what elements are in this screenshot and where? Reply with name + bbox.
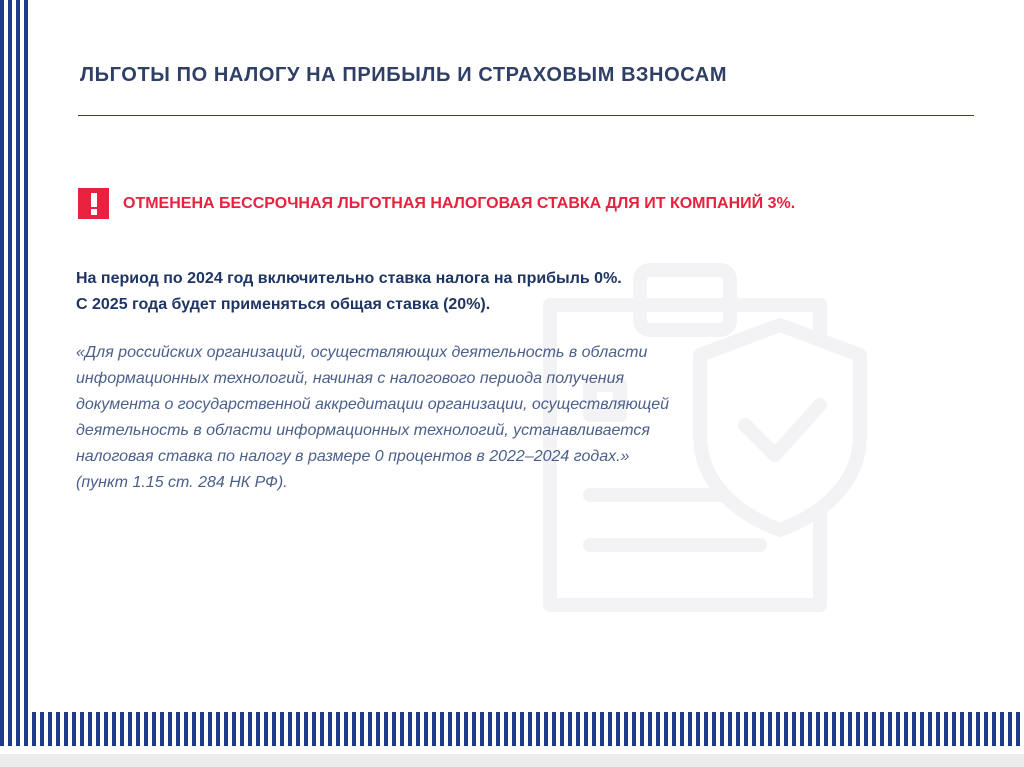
- bottom-stripes-decoration: [0, 712, 1024, 746]
- quote-line: информационных технологий, начиная с налогового периода получения: [76, 370, 625, 387]
- title-divider: [78, 115, 974, 116]
- page-title: ЛЬГОТЫ ПО НАЛОГУ НА ПРИБЫЛЬ И СТРАХОВЫМ ВЗНОСАМ: [80, 64, 728, 86]
- quote-line: «Для российских организаций, осуществляющих деятельность в области: [76, 344, 648, 361]
- alert-text: ОТМЕНЕНА БЕССРОЧНАЯ ЛЬГОТНАЯ НАЛОГОВАЯ СТАВКА ДЛЯ ИТ КОМПАНИЙ 3%.: [123, 195, 796, 212]
- law-quote: [76, 340, 669, 496]
- rate-line: С 2025 года будет применяться общая ставка (20%).: [76, 296, 491, 313]
- quote-line: деятельность в области информационных технологий, устанавливается: [76, 422, 650, 439]
- bottom-band: [0, 746, 1024, 754]
- rate-info: [76, 266, 622, 318]
- exclamation-icon: [78, 188, 109, 219]
- rate-line: На период по 2024 год включительно ставка налога на прибыль 0%.: [76, 270, 622, 287]
- quote-line: налоговая ставка по налогу в размере 0 процентов в 2022–2024 годах.»: [76, 448, 630, 465]
- quote-line: документа о государственной аккредитации организации, осуществляющей: [76, 396, 670, 413]
- left-stripes-decoration: [0, 0, 30, 754]
- quote-source: (пункт 1.15 ст. 284 НК РФ).: [76, 474, 288, 491]
